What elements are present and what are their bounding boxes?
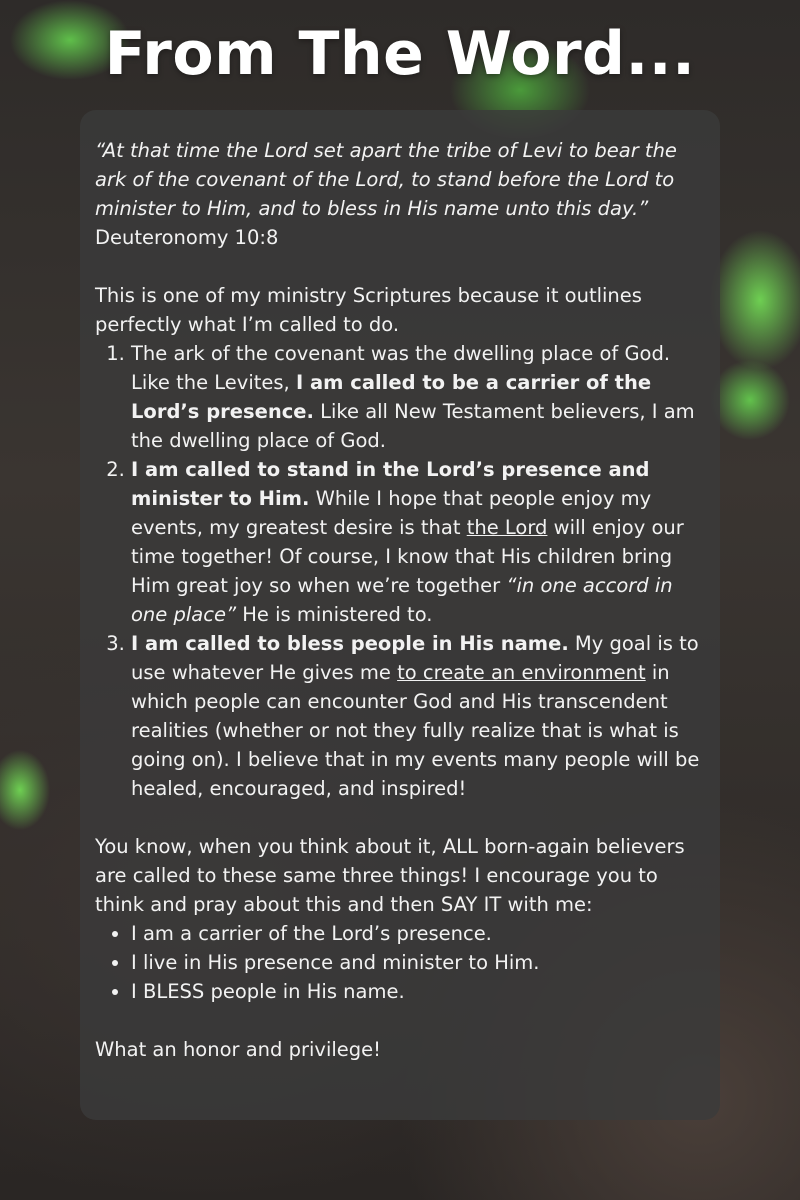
- list-item: 1. The ark of the covenant was the dwelling place of God. Like the Levites, I am called to be a carrier of the Lord’s presence. Like all New Testament believers, I am the dwelling place of God.: [131, 339, 706, 455]
- emphasis-text: I am called to be a carrier of the Lord’s presence.: [131, 371, 652, 423]
- closing-line: What an honor and privilege!: [95, 1038, 381, 1061]
- content-card: [80, 110, 720, 1120]
- list-item: • I am a carrier of the Lord’s presence.: [131, 919, 706, 948]
- list-item: • I BLESS people in His name.: [131, 977, 706, 1006]
- intro-paragraph: This is one of my ministry Scriptures because it outlines perfectly what I’m called to do.: [95, 284, 642, 336]
- page-title: From The Word...: [104, 19, 696, 89]
- declarations-list: [95, 919, 706, 1006]
- outro-paragraph: You know, when you think about it, ALL born-again believers are called to these same three things! I encourage you to think and pray about this and then SAY IT with me:: [95, 835, 685, 916]
- scripture-quote: “At that time the Lord set apart the tribe of Levi to bear the ark of the covenant of the Lord, to stand before the Lord to minister to Him, and to bless in His name unto this day.”: [95, 139, 677, 220]
- list-item: • I live in His presence and minister to Him.: [131, 948, 706, 977]
- emphasis-text: I am called to stand in the Lord’s presence and minister to Him.: [131, 458, 650, 510]
- italic-quote: “in one accord in one place”: [131, 574, 673, 626]
- scripture-reference: Deuteronomy 10:8: [95, 226, 279, 249]
- emphasis-text: I am called to bless people in His name.: [131, 632, 569, 655]
- underlined-text: to create an environment: [397, 661, 646, 684]
- list-item: 3. I am called to bless people in His name. My goal is to use whatever He gives me to create an environment in which people can encounter God and His transcendent realities (whether or not they fully realize that is what is going on). I believe that in my events many people will be healed, encouraged, and inspired!: [131, 629, 706, 803]
- underlined-text: the Lord: [466, 516, 548, 539]
- ministry-points-list: [95, 339, 706, 803]
- list-item: 2. I am called to stand in the Lord’s presence and minister to Him. While I hope that people enjoy my events, my greatest desire is that the Lord will enjoy our time together! Of course, I know that His children bring Him great joy so when we’re together “in one accord in one place” He is ministered to.: [131, 455, 706, 629]
